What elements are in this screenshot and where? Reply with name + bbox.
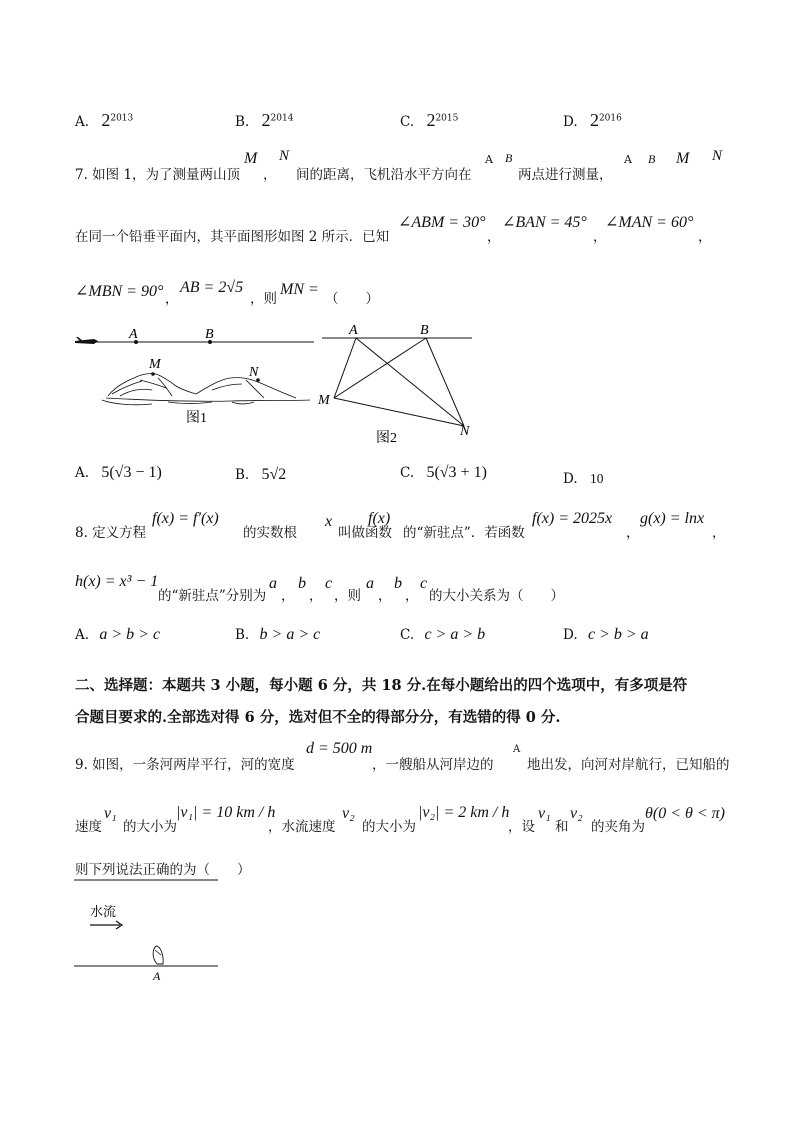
q6-option-d[interactable]: D. $2^{2016}$ [563,110,622,130]
fig2-line-am [334,338,356,398]
q6-option-a-exp: 2013 [110,113,134,124]
water-flow-label: 水流 [90,904,117,919]
fig1-label-a: A [129,327,138,342]
fig2-line-bm [334,338,426,398]
q8-var-b: b [298,575,306,592]
q7-cond-man: ∠MAN = 60° [605,214,694,231]
q8-h-definition: h(x) = x³ − 1 [75,573,159,590]
q9-text-4: 速度 [75,819,102,835]
q7-option-d[interactable]: D. 10 [563,471,604,487]
q6-option-c-exp: 2015 [435,113,459,124]
q9-text-3: 地出发，向河对岸航行，已知船的 [527,757,730,773]
q7-option-c[interactable]: C. 5(√3 + 1) [400,464,487,481]
q7-point-b-2: B [648,152,656,166]
q9-theta-range: θ(0 < θ < π) [645,805,725,822]
q8-var-x: x [325,513,333,530]
q7-answer-paren: （ ） [325,291,379,307]
q6-option-c[interactable]: C. $2^{2015}$ [400,110,459,130]
q7-option-a[interactable]: A. 5(√3 − 1) [75,464,162,481]
q8-option-c[interactable]: C. c > a > b [400,626,486,643]
q9-text-5: 的大小为 [123,819,177,835]
q8-f-definition: f(x) = 2025x [532,510,613,527]
q7-point-b: B [505,151,513,165]
fig2-label-b: B [420,323,429,338]
q9-text-9: 和 [555,819,569,835]
q8-option-a[interactable]: A. a > b > c [75,626,161,643]
q9-text-8: ，设 [508,819,535,835]
q8-comma-1: ， [626,525,640,541]
q8-text-7: 的大小关系为（ ） [429,588,564,604]
airplane-icon [75,337,98,344]
q8-var-a: a [269,575,277,592]
fig2-caption: 图2 [376,431,397,446]
q7-text-2: 间的距离，飞机沿水平方向在 [296,167,472,183]
q9-v1: v₁ [104,805,117,822]
mountains-icon [102,374,310,405]
q8-option-d[interactable]: D. c > b > a [563,626,649,643]
fig2-label-n: N [460,424,470,439]
q6-option-b-base: 2 [261,110,271,130]
fig1-label-m: M [149,357,161,372]
q9-text-11: 则下列说法正确的为（ ） [75,862,251,878]
q8-var-c: c [325,575,333,592]
q9-v2-magnitude: |v₂| = 2 km / h [418,804,510,821]
section-2-line-2: 合题目要求的.全部选对得 6 分，选对但不全的得部分分，有选错的得 0 分. [75,709,561,726]
q7-point-n-2: N [712,148,723,164]
q8-comma-4: ， [309,588,323,604]
q8-text-4: 的“新驻点”．若函数 [403,525,525,541]
q8-var-b-2: b [394,575,402,592]
q9-fig-label-a: A [153,969,161,983]
q7-comma-5: ， [165,291,179,307]
q6-option-d-base: 2 [589,110,599,130]
q8-comma-3: ， [281,588,295,604]
q7-cond-ab: AB = 2√5 [180,279,244,296]
q8-comma-6: ， [405,588,419,604]
q7-option-b-value: 5√2 [261,466,287,483]
boat-icon [153,946,163,964]
q8-fx: f(x) [368,510,391,527]
fig1-label-n: N [249,365,259,380]
q8-comma-2: ， [712,525,726,541]
q9-width: d = 500 m [306,740,373,757]
fig2-line-bn [426,338,464,426]
q7-point-n: N [279,148,290,164]
fig2-label-a: A [349,323,358,338]
q8-option-a-value: a > b > c [99,626,161,643]
q7-comma-2: ， [487,229,501,245]
section-2-line-1: 二、选择题：本题共 3 小题，每小题 6 分，共 18 分.在每小题给出的四个选项中，有多项是符 [75,677,688,694]
fig1-point-m-dot [151,372,155,376]
q8-text-5: 的“新驻点”分别为 [158,588,267,604]
q9-text-10: 的夹角为 [591,819,645,835]
q7-option-a-value: 5(√3 − 1) [101,464,162,481]
fig2-line-mn [334,398,464,426]
q7-point-a-2: A [624,153,632,166]
q8-var-c-2: c [420,575,428,592]
q6-option-c-base: 2 [426,110,436,130]
q6-option-b-exp: 2014 [270,113,294,124]
fig2-line-an [356,338,464,426]
q8-option-b-value: b > a > c [259,626,321,643]
fig1-label-b: B [205,327,214,342]
q7-cond-ban: ∠BAN = 45° [502,214,587,231]
q7-point-a: A [485,153,493,166]
q7-option-d-value: 10 [589,471,604,486]
q9-point-a: A [513,744,521,755]
q7-figure-1 [72,318,317,433]
q7-point-m-2: M [676,150,690,167]
q7-point-m: M [244,150,258,167]
q7-then: ，则 [250,291,277,307]
q8-g-definition: g(x) = lnx [640,510,705,527]
q6-option-d-exp: 2016 [598,113,622,124]
q7-figure-2 [312,318,477,448]
fig1-caption: 图1 [186,411,207,426]
q9-text-7: 的大小为 [362,819,416,835]
q9-v1-2: v₁ [538,805,551,822]
q6-option-b[interactable]: B. $2^{2014}$ [235,110,294,130]
q7-comma-3: ， [593,229,607,245]
q7-comma-1: ， [263,167,277,183]
q8-text-3: 叫做函数 [338,525,392,541]
q6-option-a-base: 2 [101,110,111,130]
q8-text-2: 的实数根 [243,525,297,541]
q7-comma-4: ， [698,229,712,245]
q7-option-c-value: 5(√3 + 1) [426,464,487,481]
q9-text-1: 9. 如图，一条河两岸平行，河的宽度 [75,757,295,773]
q7-text-1: 7. 如图 1，为了测量两山顶 [75,167,241,183]
q9-v1-magnitude: |v₁| = 10 km / h [176,804,276,821]
q9-text-6: ，水流速度 [268,819,336,835]
q8-option-b[interactable]: B. b > a > c [235,626,321,643]
q7-cond-mbn: ∠MBN = 90° [75,283,164,300]
q9-river-figure [72,870,222,985]
q8-text-1: 8. 定义方程 [75,525,147,541]
q7-text-4: 在同一个铅垂平面内，其平面图形如图 2 所示．已知 [75,229,390,245]
q9-v2-2: v₂ [570,805,583,822]
flow-arrow-icon [90,921,122,929]
q8-option-c-value: c > a > b [424,626,486,643]
q6-option-a[interactable]: A. $2^{2013}$ [75,110,134,130]
fig2-label-m: M [318,393,330,408]
q8-option-d-value: c > b > a [587,626,649,643]
q8-var-a-2: a [366,575,374,592]
q7-cond-abm: ∠ABM = 30° [398,214,486,231]
q7-ask: MN = [280,281,319,298]
q7-text-3: 两点进行测量， [518,167,613,183]
q9-v2: v₂ [342,805,355,822]
q8-comma-5: ， [378,588,392,604]
q9-text-2: ，一艘船从河岸边的 [372,757,494,773]
q7-option-b[interactable]: B. 5√2 [235,466,287,483]
q8-equation: f(x) = f′(x) [152,510,219,527]
q8-text-6: ，则 [334,588,361,604]
